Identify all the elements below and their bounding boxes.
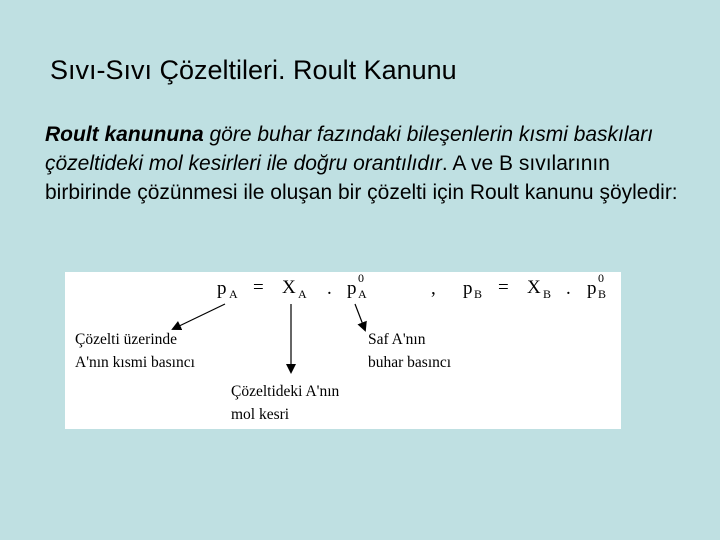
label-mole-fraction-line1: Çözeltideki A'nın [231, 383, 340, 400]
paragraph-continuation: . A ve B sıvılarının birbirinde çözünmesi ile oluşan bir çözelti için Roult kanunu şöyledir: [45, 152, 678, 204]
eq-b-equals: = [498, 277, 509, 298]
eq-a-p-subscript: A [229, 287, 238, 301]
arrow-to-pure-vapor-pressure [355, 304, 365, 330]
eq-a-x-subscript: A [298, 287, 307, 301]
eq-a-p0-subscript: A [358, 287, 367, 301]
label-partial-pressure-line2: A'nın kısmi basıncı [75, 354, 195, 371]
body-paragraph [45, 120, 685, 207]
equation-separator: , [431, 278, 436, 299]
eq-b-p-subscript: B [474, 287, 483, 301]
label-partial-pressure-line1: Çözelti üzerinde [75, 331, 177, 348]
eq-b-x-subscript: B [543, 287, 552, 301]
eq-b-p0-subscript: B [598, 287, 607, 301]
slide-title: Sıvı-Sıvı Çözeltileri. Roult Kanunu [50, 55, 457, 85]
arrow-to-partial-pressure [173, 304, 225, 329]
eq-a-dot: . [327, 278, 332, 299]
law-statement: göre buhar fazındaki bileşenlerin kısmi baskıları çözeltideki mol kesirleri ile doğru orantılıdır [45, 123, 654, 175]
law-name-emphasis: Roult kanununa [45, 123, 204, 146]
eq-b-dot: . [566, 278, 571, 299]
label-mole-fraction-line2: mol kesri [231, 406, 290, 423]
eq-a-p: p [217, 278, 227, 299]
eq-a-equals: = [253, 277, 264, 298]
eq-b-p: p [463, 278, 473, 299]
eq-a-x: X [282, 277, 296, 298]
equation-diagram [65, 272, 621, 429]
label-pure-vapor-line2: buhar basıncı [368, 354, 452, 371]
eq-a-p0-superscript: 0 [358, 272, 364, 285]
eq-b-x: X [527, 277, 541, 298]
eq-b-p0-superscript: 0 [598, 272, 604, 285]
label-pure-vapor-line1: Saf A'nın [368, 331, 426, 348]
eq-a-p0: p [347, 278, 357, 299]
eq-b-p0: p [587, 278, 597, 299]
raoult-equation-figure [65, 272, 621, 429]
